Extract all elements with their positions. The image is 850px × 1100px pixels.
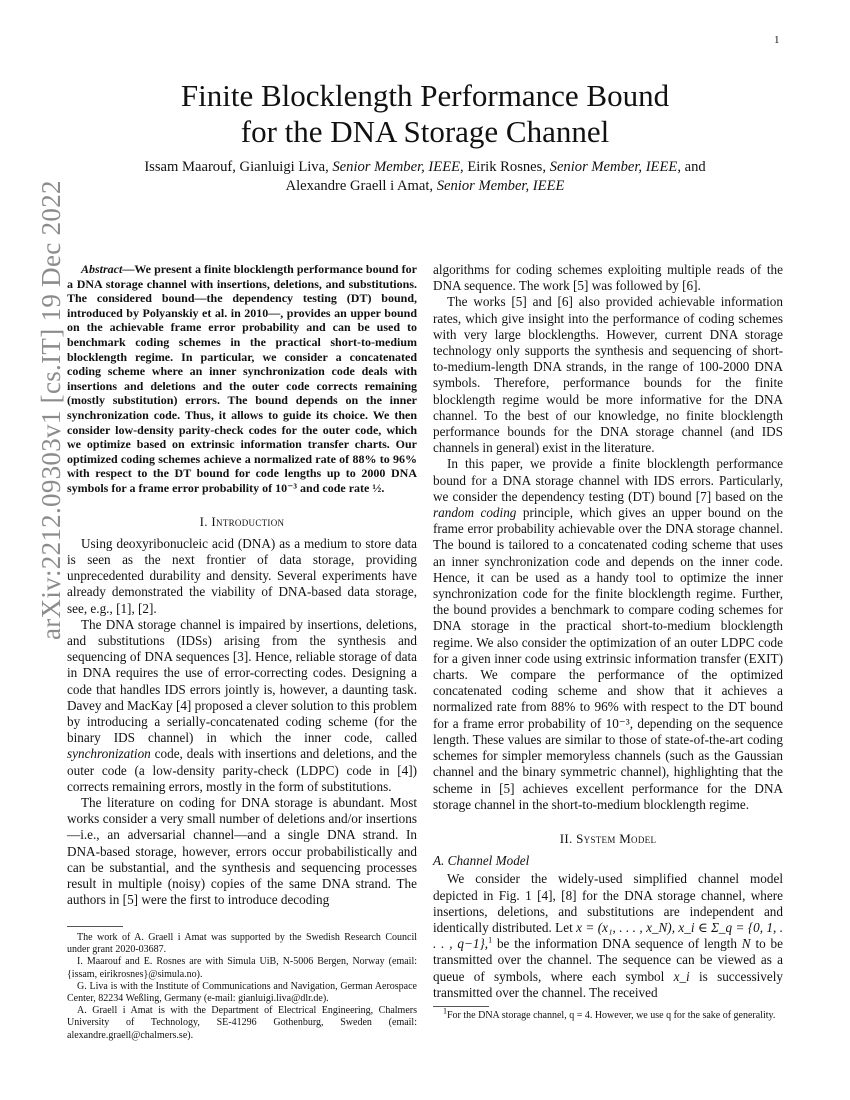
footnote-affiliation-simula: I. Maarouf and E. Rosnes are with Simula UiB, N-5006 Bergen, Norway (email: {issam, eirikrosnes}@simula.no).: [67, 956, 417, 980]
section-heading-introduction: I. Introduction: [199, 513, 285, 529]
left-column: [67, 262, 417, 908]
paper-title-line-2: for the DNA Storage Channel: [240, 114, 610, 149]
channel-model-paragraph: [433, 871, 783, 1001]
author-names-3: , and: [677, 159, 706, 175]
right-column: [433, 262, 783, 1001]
intro-paragraph-5-text-a: In this paper, we provide a finite blocklength performance bound for a DNA storage channel with IDS errors. Particularly, we consider the dependency testing (DT) bound [7] based on the: [433, 456, 783, 504]
author-names-4: Alexandre Graell i Amat,: [285, 178, 437, 194]
footnote-funding: The work of A. Graell i Amat was supported by the Swedish Research Council under grant 2020-03687.: [67, 932, 417, 956]
intro-paragraph-2-text-a: The DNA storage channel is impaired by insertions, deletions, and substitutions (IDSs) arising from the synthesis and sequencing of DNA sequences [3]. Hence, reliable storage of data in DNA requires the use of error-correcting codes. Designing a code that handles IDS errors jointly is, however, a daunting task. Davey and MacKay [4] proposed a clever solution to this problem by introducing a serially-concatenated coding scheme (for the binary IDS channel) in which the inner code, called: [67, 616, 417, 746]
intro-paragraph-5: [433, 456, 783, 812]
intro-paragraph-5-text-b: principle, which gives an upper bound on the frame error probability achievable over the DNA storage channel. The bound is tailored to a concatenated coding scheme that uses an inner synchronization code and depends on the inner code. Hence, it can be used as a handy tool to optimize the inner synchronization code for the finite blocklength regime. Further, the bound provides a benchmark to compare coding schemes for DNA storage in the practical short-to-medium blocklength regime. We also consider the optimization of an outer LDPC code for a given inner code using extrinsic information transfer (EXIT) charts. We compare the performance of the optimized concatenated coding scheme and show that it achieves a normalized rate from 88% to 96% with respect to the DT bound for a frame error probability of 10⁻³, depending on the sequence length. These values are similar to those of state-of-the-art coding schemes for simpler memoryless channels (such as the Gaussian channel and the binary symmetric channel), highlighting that the scheme in [5] achieves excellent performance for the DNA storage channel in the short-to-medium blocklength regime.: [433, 505, 783, 812]
footnote-1-marker: 1: [443, 1006, 447, 1016]
channel-text-b: be the information DNA sequence of length: [492, 936, 742, 952]
intro-paragraph-1: Using deoxyribonucleic acid (DNA) as a medium to store data is seen as the next frontier of data storage, providing unprecedented durability and density. Several experiments have already demonstrated the viability of DNA-based data storage, see, e.g., [1], [2].: [67, 535, 417, 616]
section-heading-system-model: II. System Model: [559, 830, 657, 846]
intro-paragraph-4: The works [5] and [6] also provided achievable information rates, which give insight into the performance of coding schemes with very large blocklengths. However, current DNA storage technology only supports the synthesis and sequencing of short-to-medium-length DNA strands, in the range of 100-2000 DNA symbols. Therefore, performance bounds for the finite blocklength regime would be more informative for the DNA channel. To the best of our knowledge, no finite blocklength performance bounds for the DNA storage channel (and IDS channels in general) exist in the literature.: [433, 294, 783, 456]
intro-paragraph-2-text-b: code, deals with insertions and deletions, and the outer code (a low-density parity-check (LDPC) code in [4]) corrects remaining errors, mostly in the form of substitutions.: [67, 746, 417, 794]
page-number: 1: [774, 34, 780, 46]
intro-paragraph-2: [67, 617, 417, 795]
footnote-marker-1: 1: [488, 935, 493, 945]
intro-paragraph-3-continued: algorithms for coding schemes exploiting multiple reads of the DNA sequence. The work [5] was followed by [6].: [433, 262, 783, 294]
author-list: [60, 158, 790, 196]
author-role-4: Senior Member, IEEE: [436, 178, 565, 194]
paper-title-line-1: Finite Blocklength Performance Bound: [180, 78, 670, 113]
author-role-2: Senior Member, IEEE: [549, 159, 678, 175]
title-block: [60, 78, 790, 196]
abstract-text: —We present a finite blocklength performance bound for a DNA storage channel with insertions, deletions, and substitutions. The considered bound—the dependency testing (DT) bound, introduced by Polyanskiy et al. in 2010—, provides an upper bound on the achievable frame error probability and can be used to benchmark coding schemes in the practical short-to-medium blocklength regime. In particular, we consider a concatenated coding scheme where an inner synchronization code deals with insertions and deletions and the outer code corrects remaining (mostly substitution) errors. The bound depends on the inner synchronization code. Thus, it allows to guide its choice. We then consider low-density parity-check codes for the outer code, which we optimize based on extrinsic information transfer charts. Our optimized coding schemes achieve a normalized rate of 88% to 96% with respect to the DT bound for code lengths up to 2000 DNA symbols for a frame error probability of 10⁻³ and code rate ½.: [67, 262, 417, 495]
abstract: [67, 262, 417, 496]
channel-math-xi: x_i: [673, 968, 690, 984]
affiliation-footnotes: [67, 932, 417, 1042]
channel-footnote: [433, 1006, 783, 1022]
channel-math-N: N: [741, 936, 751, 952]
author-role-1: Senior Member, IEEE: [332, 159, 461, 175]
author-names-2: , Eirik Rosnes,: [460, 159, 550, 175]
footnote-rule-right: [433, 1006, 489, 1007]
author-names-1: Issam Maarouf, Gianluigi Liva,: [144, 159, 333, 175]
footnote-rule-left: [67, 926, 123, 927]
intro-paragraph-2-emphasis: synchronization: [67, 746, 151, 762]
abstract-label: Abstract: [81, 262, 123, 276]
footnote-1-text: For the DNA storage channel, q = 4. However, we use q for the sake of generality.: [447, 1010, 776, 1021]
channel-text-d: is successively transmitted over the channel. The received: [433, 968, 783, 1000]
footnote-affiliation-dlr: G. Liva is with the Institute of Communications and Navigation, German Aerospace Center, 82234 Weßling, Germany (e-mail: gianluigi.liva@dlr.de).: [67, 980, 417, 1005]
intro-paragraph-3: The literature on coding for DNA storage is abundant. Most works consider a very small number of deletions and/or insertions—i.e., an adversarial channel—and a single DNA strand. In DNA-based storage, however, errors occur probabilistically and can be substantial, and the synthesis and sequencing processes result in multiple (noisy) copies of the same DNA strand. The authors in [5] were the first to introduce decoding: [67, 794, 417, 908]
channel-text-a: We consider the widely-used simplified channel model depicted in Fig. 1 [4], [8] for the DNA storage channel, where insertions, deletions, and substitutions are independent and identically distributed. Let: [433, 871, 783, 935]
footnote-affiliation-chalmers: A. Graell i Amat is with the Department of Electrical Engineering, Chalmers University of Technology, SE-41296 Gothenburg, Sweden (email: alexandre.graell@chalmers.se).: [67, 1005, 417, 1041]
channel-math-sequence: x = (x₁, . . . , x_N), x_i ∈ Σ_q = {0, 1, . . . , q−1},: [433, 919, 783, 952]
arxiv-identifier-stamp: arXiv:2212.09303v1 [cs.IT] 19 Dec 2022: [36, 180, 66, 640]
channel-text-c: to be transmitted over the channel. The sequence can be viewed as a queue of symbols, where each symbol: [433, 936, 783, 984]
intro-paragraph-5-emphasis: random coding: [433, 505, 517, 521]
subsection-heading-channel-model: A. Channel Model: [433, 853, 530, 869]
footnote-1: [433, 1006, 783, 1022]
